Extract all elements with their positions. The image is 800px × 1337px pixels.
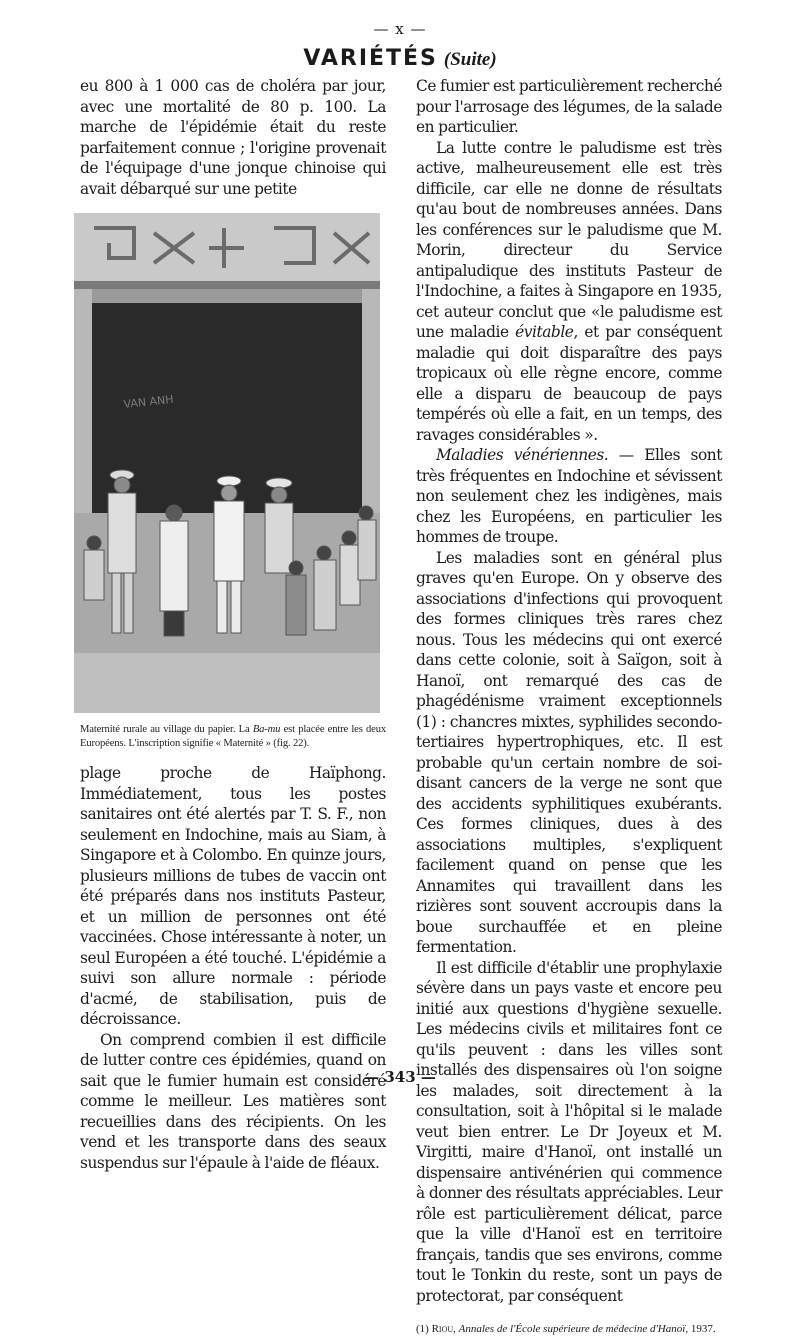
paragraph: plage proche de Haïphong. Immédiatement, tous les postes sanitaires ont été alertés par T. S. F., non seulement en Indochine, mais au Siam, à Singapore et à Colombo. En quinze jours, plusieurs millions de tubes de vaccin ont été préparés dans nos instituts Pasteur, et un million de personnes ont été vaccinées. Chose intéressante à noter, un seul Européen a été touché. L'épidémie a suivi son allure normale : période d'acmé, de stabilisation, puis de décroissance. xyxy=(80,764,386,1028)
photo-illustration xyxy=(74,213,380,713)
left-column xyxy=(80,76,386,1173)
paragraph: Il est difficile d'établir une prophylaxie sévère dans un pays vaste et encore peu initié aux questions d'hygiène sexuelle. Les médecins civils et militaires font ce qu'ils peuvent : dans les villes sont installés des dispensaires où l'on soigne les malades, soit directement à la consultation, soit à l'hôpital si le malade veut bien entrer. Le Dr Joyeux et M. Virgitti, maire d'Hanoï, ont installé un dispensaire antivénérien qui commence à donner des résultats appréciables. Leur rôle est particulièrement délicat, parce que la ville d'Hanoï est en territoire français, tandis que ses environs, comme tout le Tonkin du reste, sont un pays de protectorat, par conséquent xyxy=(416,958,722,1305)
italic-heading: Maladies vénériennes. xyxy=(436,446,609,464)
footnote-work: Annales de l'École supérieure de médecine d'Hanoï xyxy=(458,1323,686,1335)
paragraph: On comprend combien il est difficile de lutter contre ces épidémies, quand on sait que le fumier humain est considéré comme le meilleur. Les matières sont recueillies dans des récipients. On les vend et les transporte dans des seaux suspendus sur l'épaule à l'aide de fléaux. xyxy=(80,1030,386,1172)
caption-italic: Ba-mu xyxy=(252,724,281,735)
section-title: VARIÉTÉS xyxy=(303,46,438,71)
caption-text: Maternité rurale au village du papier. La xyxy=(80,724,253,735)
footnote-separator: , xyxy=(453,1323,459,1335)
text-run: La lutte contre le paludisme est très active, malheureusement elle est très difficile, car elle ne donne de résultats qu'au bout de nombreuses années. Dans les conférences sur le paludisme que M. Morin, directeur du Service antipaludique des instituts Pasteur de l'Indochine, a faites à Singapore en 1935, cet auteur conclut que «le paludisme est une maladie xyxy=(416,138,722,341)
footnote-year: , 1937. xyxy=(685,1323,716,1335)
text-run: , et par conséquent maladie qui doit disparaître des pays tropicaux où elle règne encore, comme elle a disparu de beaucoup de pays tempérés où elle a fait, en un temps, des ravages considérables ». xyxy=(416,323,722,444)
caption-text: est placée entre les deux Européens. L'inscription signifie « Maternité » (fig. 22). xyxy=(80,724,386,749)
folio: — x — xyxy=(373,20,427,38)
paragraph: Les maladies sont en général plus graves qu'en Europe. On y observe des associations d'infections qui provoquent des formes cliniques très rares chez nous. Tous les médecins qui ont exercé dans cette colonie, soit à Saïgon, soit à Hanoï, ont remarqué des cas de phagédénisme vraiment exceptionnels (1) : chancres mixtes, syphilides secondo-tertiaires hypertrophiques, etc. Il est probable qu'un certain nombre de soi-disant cancers de la verge ne sont que des accidents syphilitiques exubérants. Ces formes cliniques, dues à des associations multiples, s'expliquent facilement quand on pense que les Annamites qui travaillent dans les rizières sont souvent accroupis dans la boue surchauffée et en pleine fermentation. xyxy=(416,548,722,956)
italic-run: évitable xyxy=(515,323,574,341)
footnote-marker: (1) xyxy=(416,1323,432,1335)
paragraph: Ce fumier est particulièrement recherché pour l'arrosage des légumes, de la salade en particulier. xyxy=(416,77,722,136)
footnote-author: Riou xyxy=(431,1323,454,1335)
section-header xyxy=(0,46,800,71)
section-subtitle: (Suite) xyxy=(443,49,497,70)
page-number: — 343 — xyxy=(364,1068,436,1086)
paragraph xyxy=(416,138,722,446)
photo-caption xyxy=(80,723,386,751)
text-run: — Elles sont très fréquentes en Indochine et sévissent non seulement chez les indigènes, mais chez les Européens, en particulier les hommes de troupe. xyxy=(416,446,722,546)
paragraph xyxy=(416,445,722,548)
signboard-text: VAN ANH xyxy=(122,392,175,411)
footnote xyxy=(416,1322,722,1337)
maternity-photo xyxy=(74,213,380,713)
right-column xyxy=(416,76,722,1337)
paragraph: eu 800 à 1 000 cas de choléra par jour, avec une mortalité de 80 p. 100. La marche de l'épidémie était du reste parfaitement connue ; l'origine provenait de l'équipage d'une jonque chinoise qui avait débarqué sur une petite xyxy=(80,77,386,198)
